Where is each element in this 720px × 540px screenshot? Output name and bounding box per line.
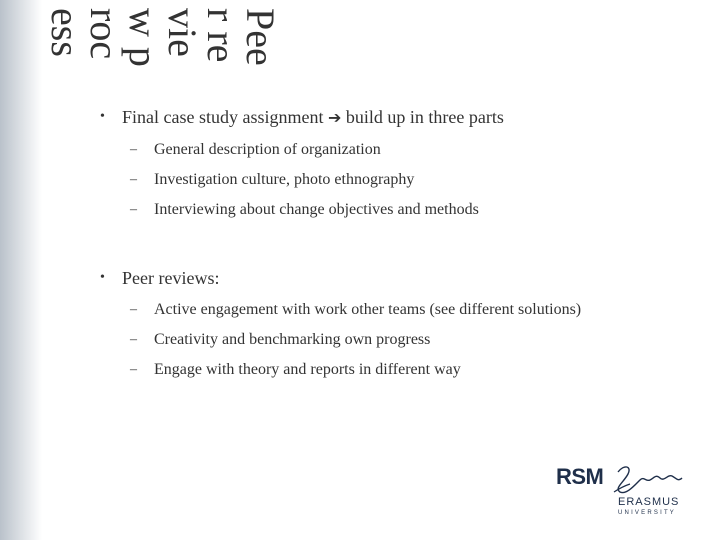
bullet-text-after: build up in three parts — [341, 107, 504, 127]
subitem — [100, 135, 700, 165]
sub-dash: – — [130, 302, 137, 317]
logo-abbr: RSM — [556, 464, 604, 489]
subitem-text: Interviewing about change objectives and methods — [154, 201, 479, 218]
sub-dash: – — [130, 332, 137, 347]
accent-bar — [0, 0, 42, 540]
sub-dash: – — [130, 172, 137, 187]
subitem — [100, 355, 700, 385]
bullet-peer-reviews — [100, 261, 700, 295]
subitem — [100, 295, 700, 325]
slide-title-container — [43, 8, 283, 76]
logo-name: ERASMUS — [618, 496, 680, 508]
slide-title: Peer review process — [43, 8, 283, 67]
erasmus-signature-icon — [584, 462, 684, 496]
sub-dash: – — [130, 142, 137, 157]
subitem — [100, 165, 700, 195]
slide-body — [100, 100, 700, 385]
subitem — [100, 195, 700, 225]
bullet-text-before: Final case study assignment — [122, 107, 328, 127]
subitem-text: Engage with theory and reports in different way — [154, 361, 461, 378]
bullet-final-case-study — [100, 100, 700, 135]
bullet-text: Peer reviews: — [122, 268, 220, 288]
arrow-right-icon: ➔ — [327, 108, 342, 127]
sub-dash: – — [130, 362, 137, 377]
logo-sub: UNIVERSITY — [618, 510, 677, 516]
subitem-text: Investigation culture, photo ethnography — [154, 171, 415, 188]
subitem-text: Active engagement with work other teams (see different solutions) — [154, 301, 582, 318]
subitem-text: General description of organization — [154, 141, 381, 158]
bullet-dot: • — [100, 109, 105, 124]
subitem-text: Creativity and benchmarking own progress — [154, 331, 431, 348]
bullet-dot: • — [100, 270, 105, 285]
sub-dash: – — [130, 202, 137, 217]
rsm-erasmus-logo — [556, 462, 686, 522]
subitem — [100, 325, 700, 355]
